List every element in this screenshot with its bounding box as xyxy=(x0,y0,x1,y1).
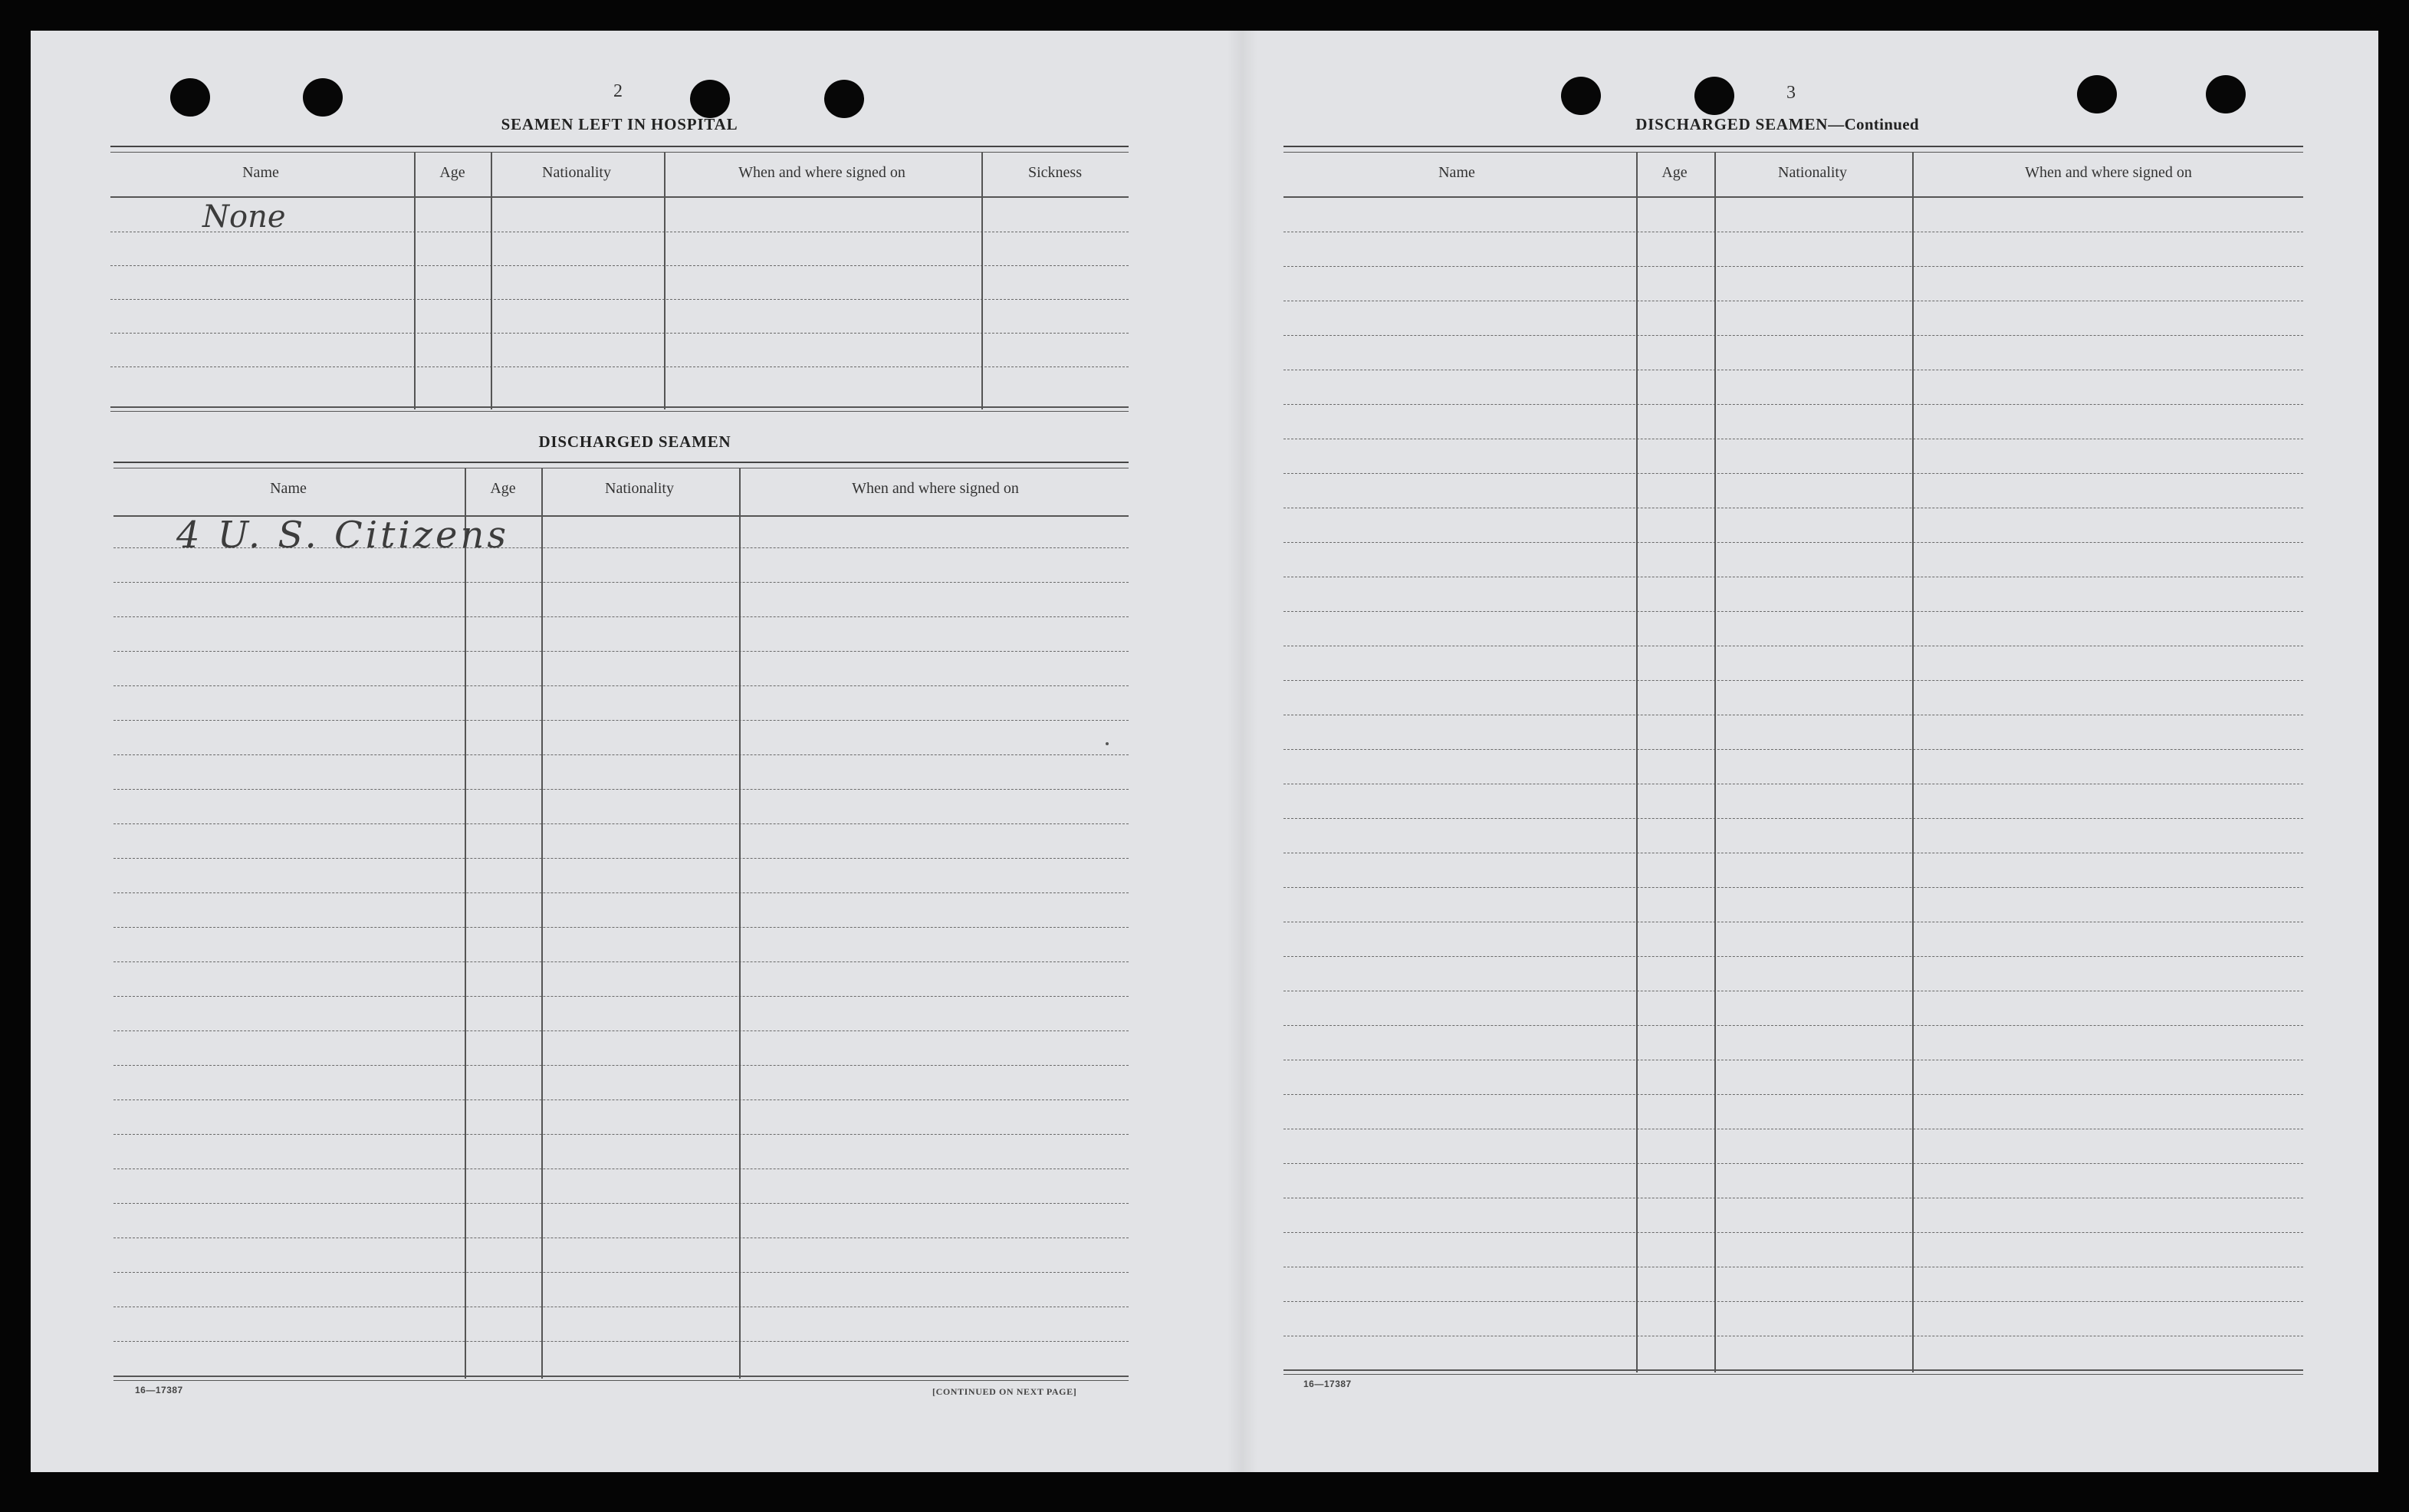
hospital-section-title: SEAMEN LEFT IN HOSPITAL xyxy=(501,115,738,133)
continued-footnote: [CONTINUED ON NEXT PAGE] xyxy=(932,1386,1077,1397)
column-divider xyxy=(664,152,666,409)
title-continued: —Continued xyxy=(1828,115,1919,133)
row-rule xyxy=(113,616,1129,617)
row-rule xyxy=(113,1134,1129,1135)
row-rule xyxy=(1283,266,2303,267)
discharged-table-left xyxy=(113,462,1129,1380)
hospital-table xyxy=(110,146,1129,411)
discharged-table-right xyxy=(1283,146,2303,1374)
row-rule xyxy=(113,1272,1129,1273)
column-header-sickness: Sickness xyxy=(1028,164,1082,181)
column-header-nationality: Nationality xyxy=(1778,164,1847,181)
row-rule xyxy=(1283,1301,2303,1302)
center-fold xyxy=(1227,31,1257,1472)
header-rule xyxy=(1283,196,2303,198)
row-rule xyxy=(1283,1163,2303,1164)
column-header-name: Name xyxy=(242,164,279,181)
column-header-age: Age xyxy=(1661,164,1688,181)
column-divider xyxy=(491,152,492,409)
page-number-right: 3 xyxy=(1786,83,1796,103)
column-header-when-where: When and where signed on xyxy=(852,480,1019,497)
page-number-left: 2 xyxy=(613,81,623,101)
discharged-section-title: DISCHARGED SEAMEN xyxy=(538,432,731,451)
row-rule xyxy=(113,685,1129,686)
row-rule xyxy=(1283,542,2303,543)
form-number-left: 16—17387 xyxy=(135,1385,183,1395)
row-rule xyxy=(110,366,1129,367)
row-rule xyxy=(1283,1094,2303,1095)
column-header-nationality: Nationality xyxy=(605,480,674,497)
handwritten-entry: 4 U. S. Citizens xyxy=(176,514,510,557)
column-divider xyxy=(541,468,543,1379)
column-header-age: Age xyxy=(439,164,465,181)
row-rule xyxy=(1283,749,2303,750)
row-rule xyxy=(113,1099,1129,1100)
punch-hole xyxy=(170,78,210,117)
table-top-rule xyxy=(113,462,1129,468)
row-rule xyxy=(1283,611,2303,612)
row-rule xyxy=(113,927,1129,928)
column-header-nationality: Nationality xyxy=(542,164,611,181)
row-rule xyxy=(1283,956,2303,957)
row-rule xyxy=(113,823,1129,824)
punch-hole xyxy=(690,80,730,118)
row-rule xyxy=(113,1065,1129,1066)
row-rule xyxy=(113,720,1129,721)
row-rule xyxy=(113,892,1129,893)
column-divider xyxy=(739,468,741,1379)
row-rule xyxy=(110,333,1129,334)
punch-hole xyxy=(1694,77,1734,115)
row-rule xyxy=(1283,1025,2303,1026)
handwritten-entry: None xyxy=(202,199,286,235)
form-number-right: 16—17387 xyxy=(1303,1379,1352,1389)
row-rule xyxy=(113,582,1129,583)
table-bottom-rule xyxy=(1283,1369,2303,1375)
punch-hole xyxy=(2077,75,2117,113)
ink-speck xyxy=(1106,742,1109,745)
column-divider xyxy=(465,468,466,1379)
row-rule xyxy=(113,961,1129,962)
column-header-age: Age xyxy=(490,480,516,497)
column-divider xyxy=(414,152,416,409)
row-rule xyxy=(113,1203,1129,1204)
row-rule xyxy=(110,299,1129,300)
row-rule xyxy=(113,651,1129,652)
row-rule xyxy=(110,265,1129,266)
column-header-when-where: When and where signed on xyxy=(2025,164,2192,181)
punch-hole xyxy=(2206,75,2246,113)
table-top-rule xyxy=(1283,146,2303,153)
row-rule xyxy=(113,1341,1129,1342)
row-rule xyxy=(113,858,1129,859)
row-rule xyxy=(1283,335,2303,336)
row-rule xyxy=(1283,1232,2303,1233)
header-rule xyxy=(110,196,1129,198)
column-divider xyxy=(1912,152,1914,1372)
row-rule xyxy=(1283,680,2303,681)
row-rule xyxy=(113,996,1129,997)
row-rule xyxy=(1283,887,2303,888)
column-header-name: Name xyxy=(1438,164,1475,181)
column-header-when-where: When and where signed on xyxy=(738,164,905,181)
row-rule xyxy=(113,789,1129,790)
row-rule xyxy=(1283,473,2303,474)
column-divider xyxy=(1636,152,1638,1372)
column-header-name: Name xyxy=(270,480,307,497)
punch-hole xyxy=(303,78,343,117)
table-bottom-rule xyxy=(110,406,1129,412)
row-rule xyxy=(113,754,1129,755)
discharged-continued-title xyxy=(1635,115,1919,134)
column-divider xyxy=(1714,152,1716,1372)
punch-hole xyxy=(1561,77,1601,115)
row-rule xyxy=(113,1030,1129,1031)
table-bottom-rule xyxy=(113,1376,1129,1381)
row-rule xyxy=(1283,818,2303,819)
row-rule xyxy=(1283,404,2303,405)
table-top-rule xyxy=(110,146,1129,153)
column-divider xyxy=(981,152,983,409)
title-main: DISCHARGED SEAMEN xyxy=(1635,115,1829,133)
punch-hole xyxy=(824,80,864,118)
